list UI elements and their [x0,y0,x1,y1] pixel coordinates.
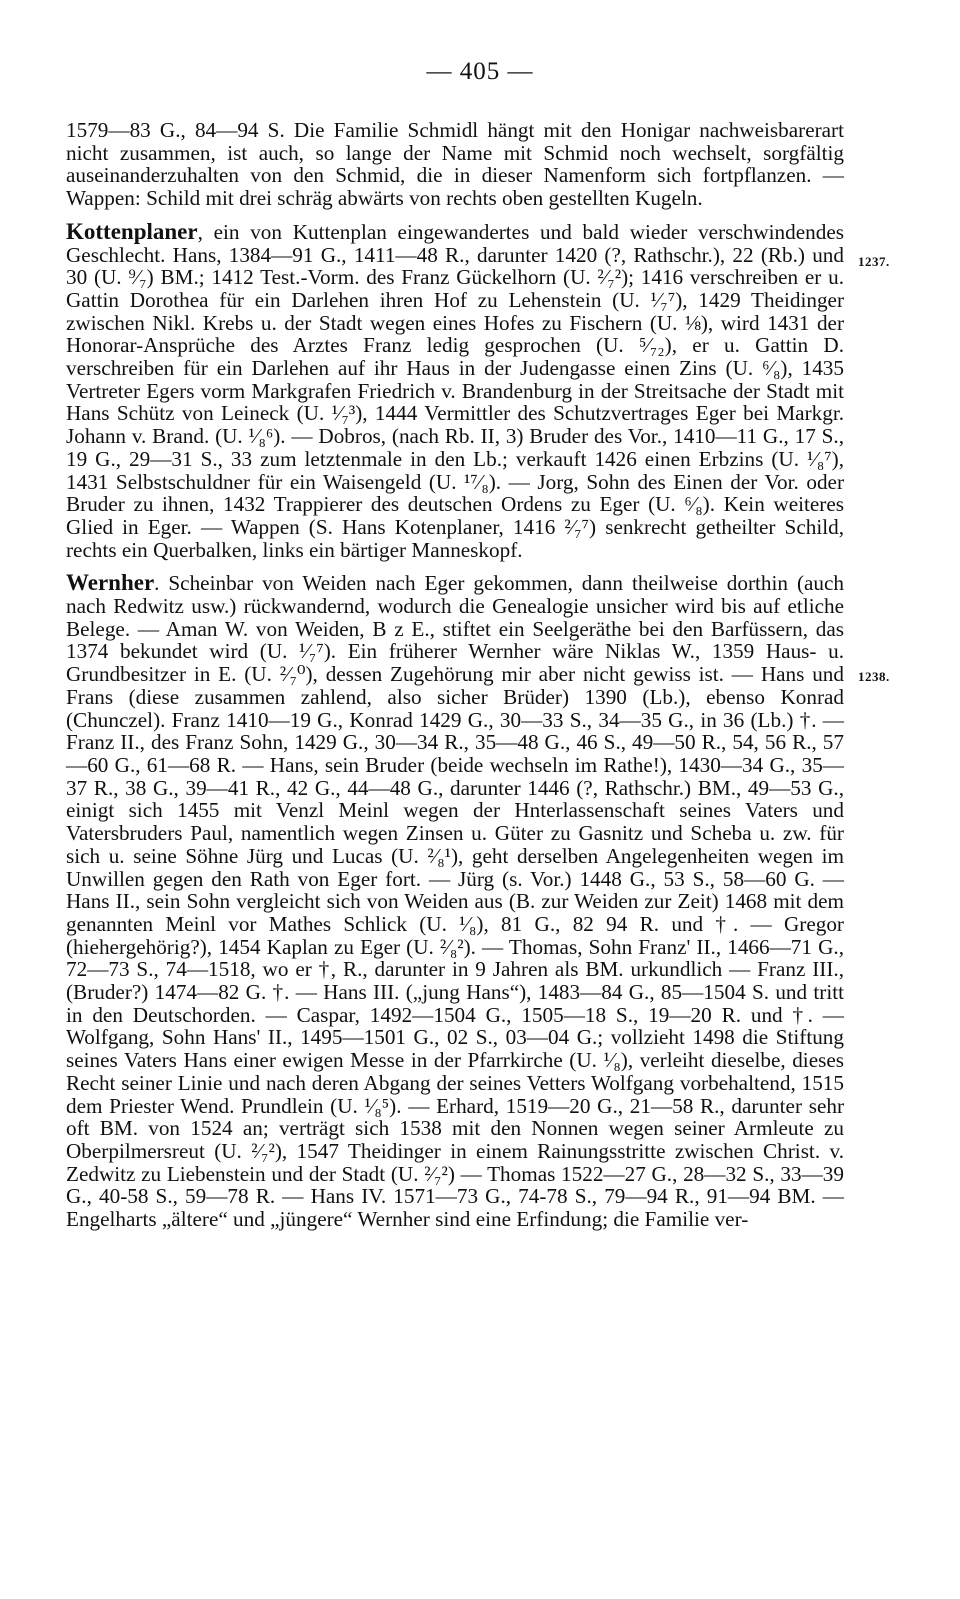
entry-kottenplaner [66,218,844,562]
entry-wernher [66,572,844,1230]
text-column [66,119,844,1231]
entry-text: . Scheinbar von Weiden nach Eger gekommen, dann theilweise dorthin (auch nach Redwitz usw.) rückwandernd, wodurch die Genealogie unsicher wird bis auf etliche Belege. — Aman W. von Weiden, B z E., stiftet ein Seelgeräthe bei den Barfüssern, das 1374 bekundet wird (U. ¹⁄₇⁷). Ein früherer Wernher wäre Niklas W., 1359 Haus- u. Grundbesitzer in E. (U. ²⁄₇⁰), dessen Zugehörung mir aber nicht gewiss ist. — Hans und Frans (diese zusammen zahlend, also sicher Brüder) 1390 (Lb.), ebenso Konrad (Chunczel). Franz 1410—19 G., Konrad 1429 G., 30—33 S., 34—35 G., in 36 (Lb.) †. — Franz II., des Franz Sohn, 1429 G., 30—34 R., 35—48 G., 46 S., 49—50 R., 54, 56 R., 57—60 G., 61—68 R. — Hans, sein Bruder (beide wechseln im Rathe!), 1430—34 G., 35—37 R., 38 G., 39—41 R., 42 G., 44—48 G., darunter 1446 (?, Rathschr.) BM., 49—53 G., einigt sich 1455 mit Venzl Meinl wegen der Hnterlassenschaft seines Vaters und Vatersbruders Paul, namentlich wegen Zinsen u. Güter zu Gasnitz und Scheba u. zw. für sich u. seine Söhne Jürg und Lucas (U. ²⁄₈¹), geht derselben Angelegenheiten wegen im Unwillen gegen den Rath von Eger fort. — Jürg (s. Vor.) 1448 G., 53 S., 58—60 G. — Hans II., sein Sohn vergleicht sich von Weiden aus (B. zur Weiden zur Zeit) 1468 mit dem genannten Meinl vor Mathes Schlick (U. ¹⁄₈), 81 G., 82 94 R. und †. — Gregor (hiehergehörig?), 1454 Kaplan zu Eger (U. ²⁄₈²). — Thomas, Sohn Franz' II., 1466—71 G., 72—73 S., 74—1518, wo er †, R., darunter in 9 Jahren als BM. urkundlich — Franz III., (Bruder?) 1474—82 G. †. — Hans III. („jung Hans“), 1483—84 G., 85—1504 S. und tritt in den Deutschorden. — Caspar, 1492—1504 G., 1505—18 S., 19—20 R. und †. — Wolfgang, Sohn Hans' II., 1495—1501 G., 02 S., 03—04 G.; vollzieht 1498 die Stiftung seines Vaters Hans einer ewigen Messe in der Pfarrkirche (U. ¹⁄₈), verleiht dieselbe, dieses Recht seiner Linie und nach deren Abgang der seines Vetters Wolfgang vorbehaltend, 1515 dem Priester Wend. Prundlein (U. ¹⁄₈⁵). — Erhard, 1519—20 G., 21—58 R., darunter sehr oft BM. von 1524 an; verträgt sich 1538 mit den Nonnen wegen seiner Armleute zu Oberpilmersreut (U. ²⁄₇²), 1547 Theidinger in einem Rainungsstritte zwischen Christ. v. Zedwitz zu Liebenstein und der Stadt (U. ²⁄₇²) — Thomas 1522—27 G., 28—32 S., 33—39 G., 40-58 S., 59—78 R. — Hans IV. 1571—73 G., 74-78 S., 79—94 R., 91—94 BM. — Engelharts „ältere“ und „jüngere“ Wernher sind eine Erfindung; die Familie ver- [66,571,844,1232]
entry-text: , ein von Kuttenplan eingewandertes und bald wieder verschwindendes Geschlecht. Hans, 1384—91 G., 1411—48 R., darunter 1420 (?, Rathschr.), 22 (Rb.) und 30 (U. ⁹⁄₇) BM.; 1412 Test.-Vorm. des Franz Gückelhorn (U. ²⁄₇²); 1416 verschreiben er u. Gattin Dorothea für ein Darlehen ihren Hof zu Lehenstein (U. ¹⁄₇⁷), 1429 Theidinger zwischen Nikl. Krebs u. der Stadt wegen eines Hofes zu Fischern (U. ⅛), wird 1431 der Honorar-Ansprüche des Arztes Franz ledig gesprochen (U. ⁵⁄₇₂), er u. Gattin D. verschreiben für ein Darlehen auf ihr Haus in der Judengasse einen Zins (U. ⁶⁄₈), 1435 Vertreter Egers vorm Markgrafen Friedrich v. Brandenburg in der Streitsache der Stadt mit Hans Schütz von Leineck (U. ¹⁄₇³), 1444 Vermittler des Schutzvertrages Eger bei Markgr. Johann v. Brand. (U. ¹⁄₈⁶). — Dobros, (nach Rb. II, 3) Bruder des Vor., 1410—11 G., 17 S., 19 G., 29—31 S., 33 zum letztenmale in den Lb.; verkauft 1426 einen Erbzins (U. ¹⁄₈⁷), 1431 Selbstschuldner für ein Waisengeld (U. ¹⁷⁄₈). — Jorg, Sohn des Einen der Vor. oder Bruder zu ihnen, 1432 Trappierer des deutschen Ordens zu Eger (U. ⁶⁄₈). Kein weiteres Glied in Eger. — Wappen (S. Hans Kotenplaner, 1416 ²⁄₇⁷) senkrecht getheilter Schild, rechts ein Querbalken, links ein bärtiger Manneskopf. [66,219,844,562]
page-number: — 405 — [426,58,534,85]
entry-headword: Kottenplaner [66,218,198,244]
entry-number-1237: 1237. [858,254,890,269]
entry-number-1238: 1238. [858,669,890,684]
paragraph-continuation: 1579—83 G., 84—94 S. Die Familie Schmidl hängt mit den Honigar nachweisbarerart nicht zusammen, ist auch, so lange der Name mit Schmid noch wechselt, sorgfältig auseinanderzuhalten von den Schmid, die in dieser Namenform sich fortpflanzen. — Wappen: Schild mit drei schräg abwärts von rechts oben gestellten Kugeln. [66,118,844,211]
entry-headword: Wernher [66,570,155,596]
